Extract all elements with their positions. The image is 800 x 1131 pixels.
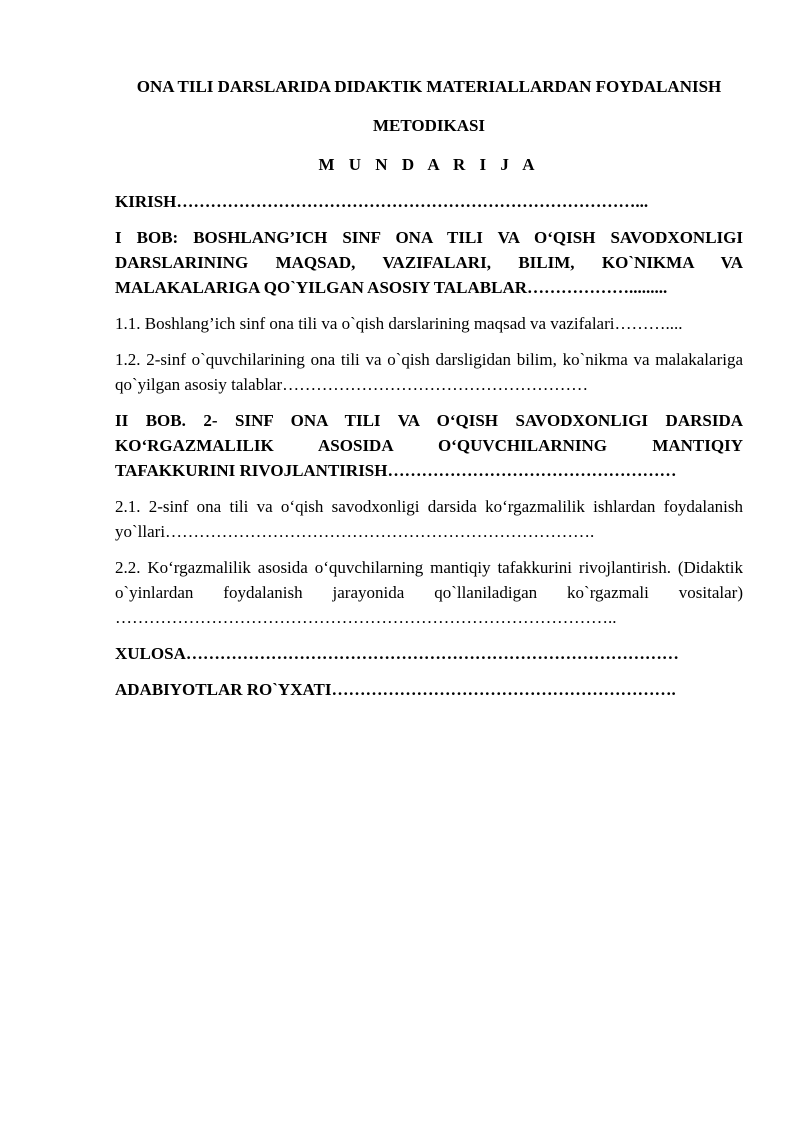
- toc-entry-section-2-2[interactable]: 2.2. Ko‘rgazmalilik asosida o‘quvchilarning mantiqiy tafakkurini rivojlantirish. (Didaktik o`yinlardan foydalanish jarayonida qo`llaniladigan ko`rgazmali vositalar) ……………………………………………………………………………..: [115, 558, 743, 627]
- document-title: ONA TILI DARSLARIDA DIDAKTIK MATERIALLARDAN FOYDALANISH: [136, 77, 722, 96]
- toc-entry-bibliography[interactable]: ADABIYOTLAR RO`YXATI…………………………………………………….: [115, 680, 676, 699]
- toc-entry-section-1-2[interactable]: 1.2. 2-sinf o`quvchilarining ona tili va o`qish darsligidan bilim, ko`nikma va malakalariga qo`yilgan asosiy talablar………………………………………………: [115, 350, 743, 394]
- toc-entry-chapter-1[interactable]: I BOB: BOSHLANG’ICH SINF ONA TILI VA O‘QISH SAVODXONLIGI DARSLARINING MAQSAD, VAZIFALARI, BILIM, KO`NIKMA VA MALAKALARIGA QO`YILGAN ASOSIY TALABLAR……………….........: [115, 228, 743, 297]
- document-page: [115, 74, 743, 713]
- toc-entry-chapter-2[interactable]: II BOB. 2- SINF ONA TILI VA O‘QISH SAVODXONLIGI DARSIDA KO‘RGAZMALILIK ASOSIDA O‘QUVCHILARNING MANTIQIY TAFAKKURINI RIVOJLANTIRISH……………………………………………: [115, 411, 743, 480]
- toc-entry-conclusion[interactable]: XULOSA……………………………………………………………………………: [115, 644, 679, 663]
- table-of-contents: [115, 189, 743, 702]
- toc-heading: M U N D A R I J A: [318, 155, 540, 174]
- toc-entry-section-2-1[interactable]: 2.1. 2-sinf ona tili va o‘qish savodxonligi darsida ko‘rgazmalilik ishlardan foydalanish yo`llari………………………………………………………………….: [115, 497, 743, 541]
- toc-entry-section-1-1[interactable]: 1.1. Boshlang’ich sinf ona tili va o`qish darslarining maqsad va vazifalari………....: [115, 314, 683, 333]
- toc-entry-introduction[interactable]: KIRISH………………………………………………………………………...: [115, 192, 649, 211]
- document-subtitle: METODIKASI: [372, 116, 486, 135]
